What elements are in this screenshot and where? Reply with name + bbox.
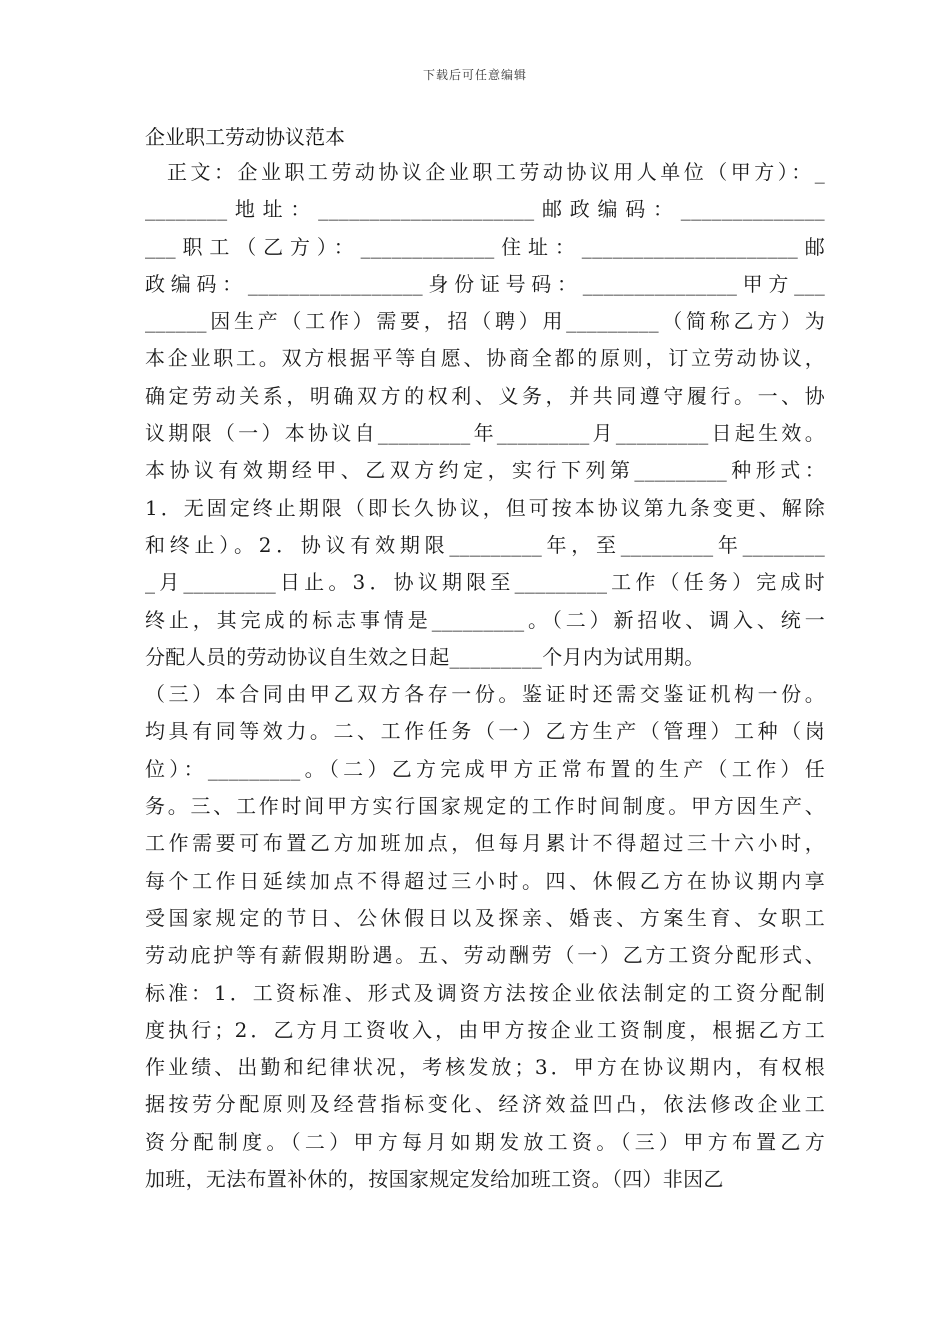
body-line: 据按劳分配原则及经营指标变化、经济效益凹凸，依法修改企业工 <box>145 1092 825 1117</box>
body-line: 工作需要可布置乙方加班加点，但每月累计不得超过三十六小时， <box>145 831 825 856</box>
body-line: 每个工作日延续加点不得超过三小时。四、休假乙方在协议期内享 <box>145 868 825 893</box>
body-line: 本协议有效期经甲、乙双方约定，实行下列第_________种形式： <box>145 458 825 483</box>
body-line: 加班，无法布置补休的，按国家规定发给加班工资。（四）非因乙 <box>145 1167 724 1192</box>
body-line: ______因生产（工作）需要，招（聘）用_________（简称乙方）为 <box>145 309 825 334</box>
body-line: ________地址：_____________________邮政编码：______________ <box>145 197 825 222</box>
body-line: _月_________日止。3．协议期限至_________工作（任务）完成时 <box>145 570 825 595</box>
body-line: 政编码：_________________身份证号码：_______________甲方___ <box>145 271 825 296</box>
body-line: 终止，其完成的标志事情是_________。（二）新招收、调入、统一 <box>145 607 825 632</box>
body-line: （三）本合同由甲乙双方各存一份。鉴证时还需交鉴证机构一份。 <box>145 682 825 707</box>
body-line: 本企业职工。双方根据平等自愿、协商全都的原则，订立劳动协议， <box>145 346 825 371</box>
body-line: 务。三、工作时间甲方实行国家规定的工作时间制度。甲方因生产、 <box>145 794 825 819</box>
body-line: 劳动庇护等有薪假期盼遇。五、劳动酬劳（一）乙方工资分配形式、 <box>145 943 825 968</box>
body-line: 标准：1．工资标准、形式及调资方法按企业依法制定的工资分配制 <box>145 980 825 1005</box>
body-line: 分配人员的劳动协议自生效之日起_________个月内为试用期。 <box>145 644 705 669</box>
page-header-note: 下载后可任意编辑 <box>422 68 527 82</box>
body-line: 和终止）。2．协议有效期限_________年，至_________年________ <box>145 532 825 557</box>
body-line: ___职工（乙方）：_____________住址：_____________________邮 <box>145 234 825 259</box>
body-line: 确定劳动关系，明确双方的权利、义务，并共同遵守履行。一、协 <box>145 383 825 408</box>
body-line: 均具有同等效力。二、工作任务（一）乙方生产（管理）工种（岗 <box>145 719 825 744</box>
body-line: 作业绩、出勤和纪律状况，考核发放；3．甲方在协议期内，有权根 <box>145 1055 825 1080</box>
body-line: 正文：企业职工劳动协议企业职工劳动协议用人单位（甲方）：_ <box>167 160 825 184</box>
body-line: 议期限（一）本协议自_________年_________月_________日起生效。 <box>145 421 825 446</box>
body-line: 受国家规定的节日、公休假日以及探亲、婚丧、方案生育、女职工 <box>145 905 825 930</box>
document-title: 企业职工劳动协议范本 <box>145 125 345 149</box>
body-line: 1．无固定终止期限（即长久协议，但可按本协议第九条变更、解除 <box>145 495 825 520</box>
body-line: 度执行；2．乙方月工资收入，由甲方按企业工资制度，根据乙方工 <box>145 1017 825 1042</box>
body-line: 资分配制度。（二）甲方每月如期发放工资。（三）甲方布置乙方 <box>145 1129 825 1154</box>
body-line: 位）：_________。（二）乙方完成甲方正常布置的生产（工作）任 <box>145 756 825 781</box>
document-body <box>145 154 825 1199</box>
